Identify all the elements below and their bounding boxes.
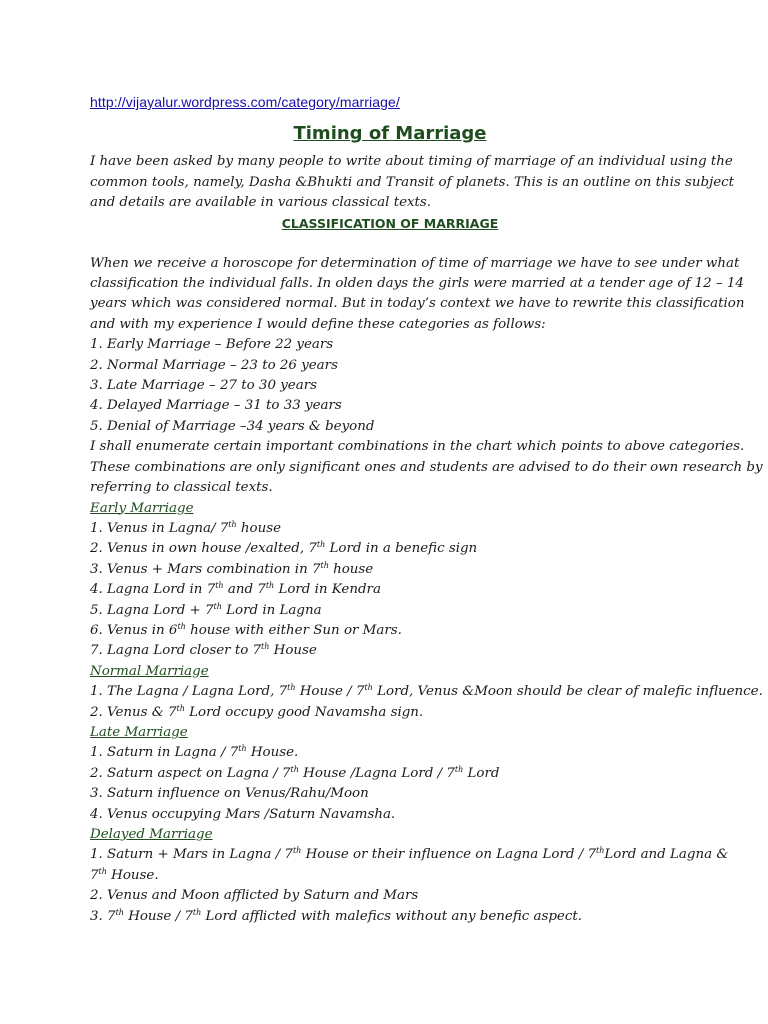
combination-item [90, 764, 690, 784]
combination-item [90, 560, 690, 580]
classification-line: and with my experience I would define these categories as follows: [90, 316, 546, 332]
item-text: 4. Venus occupying Mars /Saturn Navamsha. [90, 806, 396, 822]
combination-item [90, 621, 690, 641]
ordinal-suffix: th [261, 642, 270, 652]
section-heading: Late Marriage [90, 724, 188, 740]
item-text: 3. Saturn influence on Venus/Rahu/Moon [90, 786, 369, 802]
item-text: Lord in a benefic sign [325, 541, 478, 557]
ordinal-suffix: th [454, 764, 464, 774]
ordinal-suffix: th [316, 540, 326, 550]
item-text: House or their influence on Lagna Lord / 7 [301, 847, 597, 863]
item-text: House. [106, 867, 159, 883]
item-text: house [328, 561, 374, 577]
ordinal-suffix: th [596, 846, 605, 856]
document-page [90, 92, 763, 927]
section-heading: Normal Marriage [90, 663, 209, 679]
combinations-line: These combinations are only significant ones and students are advised to do their own research by [90, 459, 763, 475]
item-text: House [269, 643, 317, 659]
item-text: 6. Venus in 6 [90, 622, 178, 638]
item-text: 7 [90, 867, 99, 883]
category-list [90, 335, 690, 437]
combination-item [90, 907, 690, 927]
category-item: 2. Normal Marriage – 23 to 26 years [90, 357, 338, 373]
combination-item [90, 784, 690, 804]
section-early-marriage [90, 499, 690, 662]
ordinal-suffix: th [98, 866, 107, 876]
item-text: 1. The Lagna / Lagna Lord, 7 [90, 684, 288, 700]
combination-item [90, 601, 690, 621]
item-text: 5. Lagna Lord + 7 [90, 602, 214, 618]
item-text: House /Lagna Lord / 7 [298, 765, 455, 781]
ordinal-suffix: th [287, 683, 296, 693]
combination-item [90, 539, 690, 559]
intro-paragraph [90, 152, 735, 213]
combination-item [90, 682, 763, 702]
category-item: 3. Late Marriage – 27 to 30 years [90, 378, 317, 394]
item-text: Lord [463, 765, 500, 781]
page-title: Timing of Marriage [293, 123, 487, 145]
item-text: 7. Lagna Lord closer to 7 [90, 643, 262, 659]
ordinal-suffix: th [228, 519, 237, 529]
combination-item [90, 886, 690, 906]
section-heading: Delayed Marriage [90, 827, 213, 842]
source-link[interactable]: http://vijayalur.wordpress.com/category/marriage/ [90, 94, 400, 110]
combinations-line: I shall enumerate certain important combinations in the chart which points to above categories. [90, 439, 745, 455]
item-text: House / 7 [123, 908, 193, 924]
combination-item [90, 641, 690, 661]
combination-item [90, 805, 690, 825]
classification-line: classification the individual falls. In olden days the girls were married at a tender age of 12 – 14 [90, 276, 744, 292]
item-text: Lord in Kendra [274, 582, 381, 598]
item-text: Lord in Lagna [221, 602, 322, 618]
ordinal-suffix: th [213, 601, 222, 611]
combination-item [90, 743, 690, 763]
ordinal-suffix: th [192, 907, 202, 917]
classification-paragraph [90, 254, 745, 336]
ordinal-suffix: th [364, 683, 373, 693]
item-text: House / 7 [295, 684, 365, 700]
item-text: 1. Saturn in Lagna / 7 [90, 745, 239, 761]
combination-item [90, 866, 690, 886]
item-text: house [236, 520, 282, 536]
combinations-paragraph [90, 437, 763, 498]
classification-line: years which was considered normal. But in today’s context we have to rewrite this classification [90, 296, 745, 312]
item-text: 1. Saturn + Mars in Lagna / 7 [90, 847, 293, 863]
combination-item [90, 519, 690, 539]
marriage-sections [90, 499, 763, 928]
item-text: 3. Venus + Mars combination in 7 [90, 561, 321, 577]
ordinal-suffix: th [115, 907, 124, 917]
item-text: Lord afflicted with malefics without any benefic aspect. [201, 908, 582, 924]
intro-line: I have been asked by many people to write about timing of marriage of an individual using the [90, 154, 733, 170]
combination-item [90, 703, 690, 723]
item-text: 2. Venus in own house /exalted, 7 [90, 541, 317, 557]
item-text: 2. Venus & 7 [90, 704, 177, 720]
item-text: 2. Saturn aspect on Lagna / 7 [90, 765, 291, 781]
combination-item [90, 845, 729, 865]
section-late-marriage [90, 723, 690, 825]
category-item: 1. Early Marriage – Before 22 years [90, 337, 334, 353]
category-item: 5. Denial of Marriage –34 years & beyond [90, 418, 375, 434]
item-text: 1. Venus in Lagna/ 7 [90, 520, 229, 536]
item-text: 3. 7 [90, 908, 116, 924]
ordinal-suffix: th [292, 846, 302, 856]
section-normal-marriage [90, 662, 763, 723]
ordinal-suffix: th [238, 744, 247, 754]
section-delayed-marriage [90, 825, 729, 927]
ordinal-suffix: th [176, 703, 185, 713]
ordinal-suffix: th [290, 764, 299, 774]
intro-line: common tools, namely, Dasha &Bhukti and Transit of planets. This is an outline on this subject [90, 174, 735, 190]
item-text: Lord and Lagna & [604, 847, 729, 863]
item-text: Lord occupy good Navamsha sign. [184, 704, 424, 720]
item-text: 4. Lagna Lord in 7 [90, 582, 216, 598]
section-subtitle: CLASSIFICATION OF MARRIAGE [281, 215, 499, 231]
combination-item [90, 580, 690, 600]
ordinal-suffix: th [265, 581, 275, 591]
item-text: house with either Sun or Mars. [185, 622, 402, 638]
intro-line: and details are available in various classical texts. [90, 195, 432, 211]
item-text: 2. Venus and Moon afflicted by Saturn and Mars [90, 888, 419, 904]
section-heading: Early Marriage [90, 500, 194, 516]
combinations-line: referring to classical texts. [90, 480, 273, 496]
item-text: House. [246, 745, 299, 761]
item-text: Lord, Venus &Moon should be clear of malefic influence. [372, 684, 763, 700]
classification-line: When we receive a horoscope for determination of time of marriage we have to see under what [90, 255, 740, 271]
ordinal-suffix: th [177, 621, 186, 631]
item-text: and 7 [223, 582, 266, 598]
category-item: 4. Delayed Marriage – 31 to 33 years [90, 398, 342, 414]
ordinal-suffix: th [215, 581, 224, 591]
ordinal-suffix: th [320, 560, 329, 570]
